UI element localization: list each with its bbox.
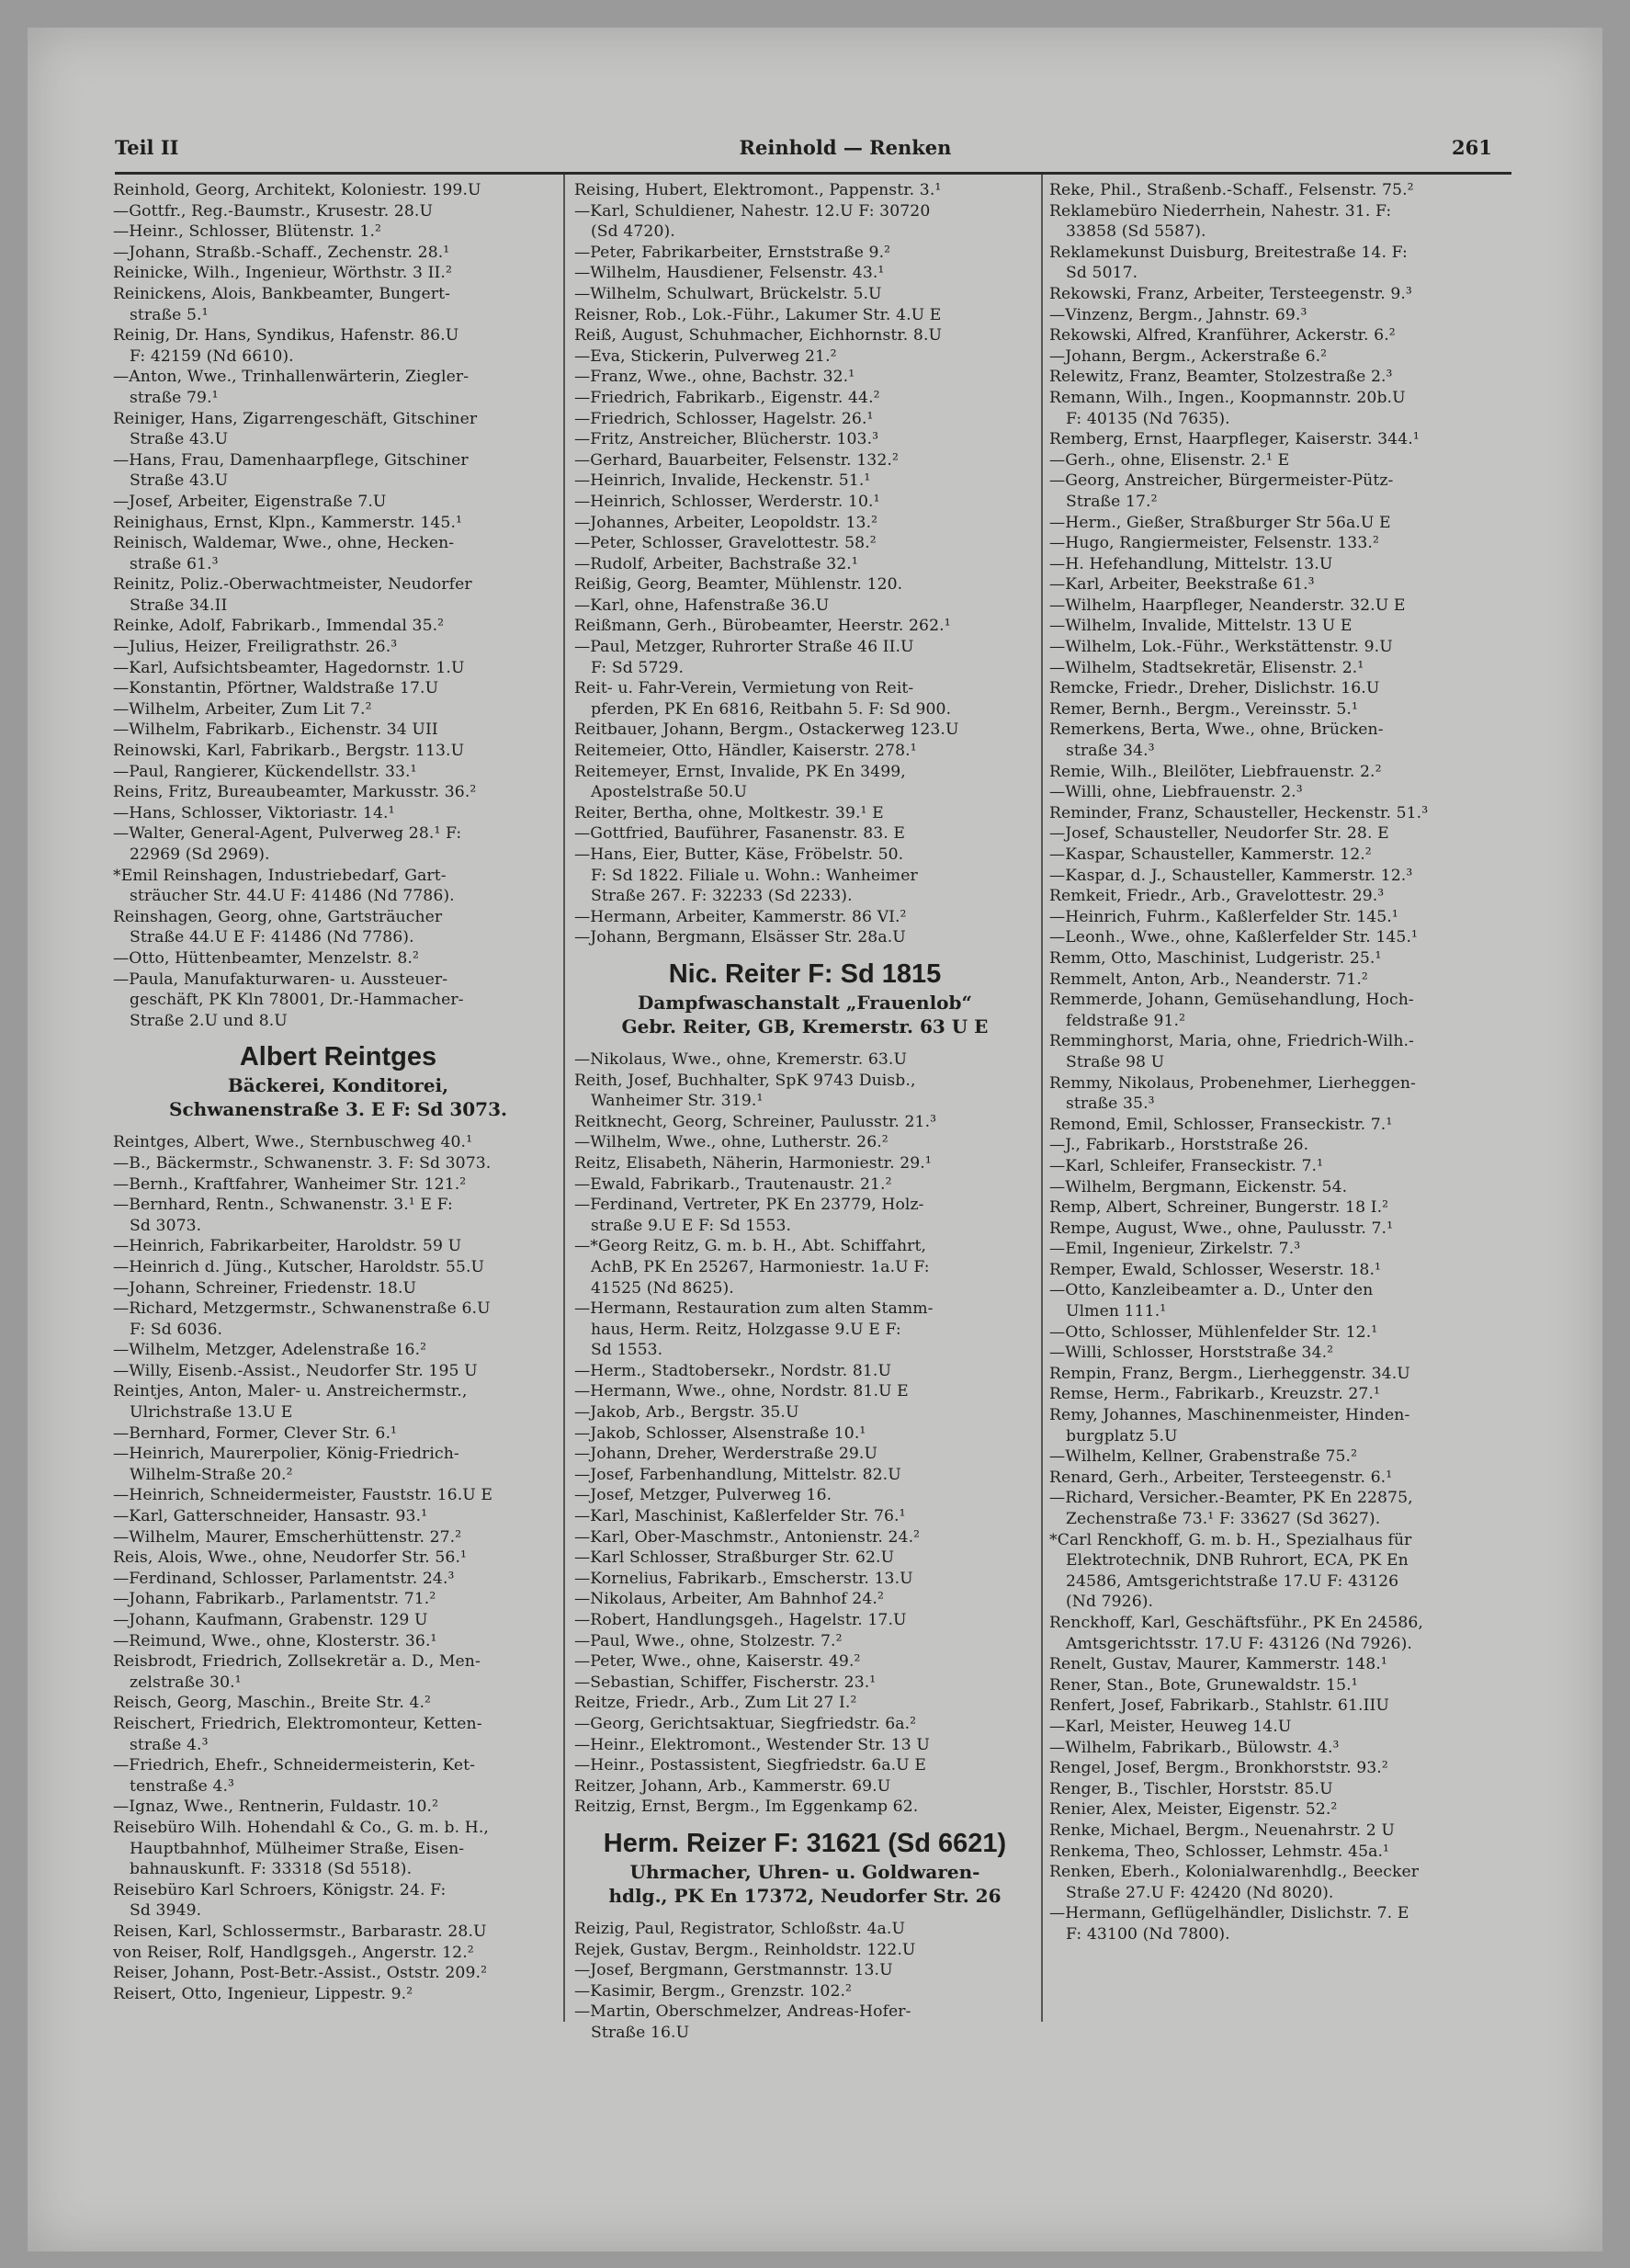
directory-entry-line: —Reimund, Wwe., ohne, Klosterstr. 36.¹	[113, 1631, 437, 1650]
advertisement-line: Gebr. Reiter, GB, Kremerstr. 63 U E	[621, 1015, 989, 1038]
directory-entry-line: Reitemeyer, Ernst, Invalide, PK En 3499,	[574, 762, 906, 781]
directory-entry-line: —Karl Schlosser, Straßburger Str. 62.U	[574, 1548, 895, 1568]
directory-entry-line: Reischert, Friedrich, Elektromonteur, Ketten-	[113, 1714, 482, 1733]
directory-entry-line: —Wilhelm, Metzger, Adelenstraße 16.²	[113, 1341, 427, 1360]
directory-entry-line: —Peter, Wwe., ohne, Kaiserstr. 49.²	[574, 1652, 861, 1672]
directory-entry-line: —Wilhelm, Schulwart, Brückelstr. 5.U	[574, 284, 882, 303]
directory-entry-line: Reinshagen, Georg, ohne, Gartsträucher	[113, 907, 443, 926]
directory-entry-line: —Emil, Ingenieur, Zirkelstr. 7.³	[1049, 1240, 1301, 1259]
directory-entry-line: Renger, B., Tischler, Horststr. 85.U	[1049, 1779, 1333, 1798]
directory-entry-line: —Julius, Heizer, Freiligrathstr. 26.³	[113, 638, 398, 657]
directory-entry-line: Remerkens, Berta, Wwe., ohne, Brücken-	[1049, 720, 1384, 740]
directory-entry-line: Reisbrodt, Friedrich, Zollsekretär a. D., Men-	[113, 1652, 481, 1672]
directory-entry-line: Sd 3073.	[130, 1216, 202, 1235]
directory-entry-line: F: Sd 5729.	[591, 658, 685, 677]
directory-entry-line: Renke, Michael, Bergm., Neuenahrstr. 2 U	[1049, 1820, 1395, 1840]
directory-entry-line: Zechenstraße 73.¹ F: 33627 (Sd 3627).	[1066, 1510, 1381, 1528]
directory-entry-line: —Bernh., Kraftfahrer, Wanheimer Str. 121.²	[113, 1174, 467, 1194]
directory-entry-line: Reiser, Johann, Post-Betr.-Assist., Oststr. 209.²	[113, 1964, 488, 1983]
directory-entry-line: Reis, Alois, Wwe., ohne, Neudorfer Str. 56.¹	[113, 1548, 467, 1568]
directory-entry-line: —Gottfried, Bauführer, Fasanenstr. 83. E	[574, 824, 906, 844]
directory-entry-line: 41525 (Nd 8625).	[591, 1278, 734, 1298]
advertisement-title: Albert Reintges	[239, 1042, 437, 1072]
advertisement-block	[574, 1827, 1036, 1908]
directory-entry-line: straße 4.³	[130, 1735, 209, 1754]
directory-entry-line: Reising, Hubert, Elektromont., Pappenstr. 3.¹	[574, 181, 942, 199]
directory-entry-line: Wanheimer Str. 319.¹	[591, 1092, 764, 1111]
directory-entry-line: tenstraße 4.³	[130, 1776, 235, 1796]
directory-entry-line: —Josef, Metzger, Pulverweg 16.	[574, 1486, 832, 1505]
directory-entry-line: —Heinr., Schlosser, Blütenstr. 1.²	[113, 222, 382, 242]
directory-entry-line: —Heinrich, Invalide, Heckenstr. 51.¹	[574, 471, 871, 491]
directory-entry-line: Ulmen 111.¹	[1066, 1302, 1167, 1321]
directory-entry-line: Renckhoff, Karl, Geschäftsführ., PK En 24586,	[1049, 1613, 1423, 1632]
directory-entry-line: —Karl, Schuldiener, Nahestr. 12.U F: 30720	[574, 201, 931, 221]
directory-entry-line: F: Sd 6036.	[130, 1320, 223, 1339]
directory-entry-line: —Friedrich, Fabrikarb., Eigenstr. 44.²	[574, 388, 880, 407]
directory-entry-line: Straße 16.U	[591, 2023, 690, 2042]
directory-entry-line: —Hans, Schlosser, Viktoriastr. 14.¹	[113, 803, 395, 822]
directory-entry-line: —Gerhard, Bauarbeiter, Felsenstr. 132.²	[574, 450, 899, 470]
directory-entry-line: Remer, Bernh., Bergm., Vereinsstr. 5.¹	[1049, 699, 1358, 719]
directory-entry-line: —Robert, Handlungsgeh., Hagelstr. 17.U	[574, 1611, 907, 1629]
directory-entry-line: Remie, Wilh., Bleilöter, Liebfrauenstr. 2.²	[1049, 762, 1382, 781]
directory-entry-line: sträucher Str. 44.U F: 41486 (Nd 7786).	[130, 887, 455, 906]
advertisement-block	[113, 1040, 563, 1121]
directory-entry-line: Reinig, Dr. Hans, Syndikus, Hafenstr. 86.U	[113, 326, 459, 346]
directory-entry-line: —Franz, Wwe., ohne, Bachstr. 32.¹	[574, 368, 855, 387]
directory-entry-line: geschäft, PK Kln 78001, Dr.-Hammacher-	[130, 991, 464, 1010]
directory-entry-line: Reitemeier, Otto, Händler, Kaiserstr. 278.¹	[574, 742, 917, 761]
directory-entry-line: —Heinrich d. Jüng., Kutscher, Haroldstr. 55.U	[113, 1257, 485, 1276]
directory-entry-line: —Ignaz, Wwe., Rentnerin, Fuldastr. 10.²	[113, 1797, 439, 1817]
directory-entry-line: —Heinrich, Schlosser, Werderstr. 10.¹	[574, 492, 880, 511]
directory-entry-line: Reke, Phil., Straßenb.-Schaff., Felsenstr. 75.²	[1049, 181, 1414, 199]
directory-entry-line: —Wilhelm, Invalide, Mittelstr. 13 U E	[1049, 617, 1353, 636]
directory-entry-line: —Kaspar, d. J., Schausteller, Kammerstr. 12.³	[1049, 866, 1413, 885]
directory-entry-line: —Wilhelm, Hausdiener, Felsenstr. 43.¹	[574, 264, 885, 283]
directory-entry-line: zelstraße 30.¹	[130, 1673, 242, 1692]
directory-entry-line: Sd 5017.	[1066, 264, 1138, 283]
directory-entry-line: —Wilhelm, Haarpfleger, Neanderstr. 32.U E	[1049, 595, 1406, 615]
directory-entry-line: haus, Herm. Reitz, Holzgasse 9.U E F:	[591, 1320, 901, 1339]
directory-entry-line: Remond, Emil, Schlosser, Franseckistr. 7.¹	[1049, 1115, 1393, 1134]
directory-entry-line: AchB, PK En 25267, Harmoniestr. 1a.U F:	[591, 1257, 930, 1276]
directory-entry-line: —Wilhelm, Wwe., ohne, Lutherstr. 26.²	[574, 1133, 889, 1152]
advertisement-line: Schwanenstraße 3. E F: Sd 3073.	[169, 1098, 507, 1121]
directory-entry-line: —Wilhelm, Lok.-Führ., Werkstättenstr. 9.U	[1049, 638, 1393, 657]
header-rule	[115, 172, 1511, 175]
directory-entry-line: Reisert, Otto, Ingenieur, Lippestr. 9.²	[113, 1984, 413, 2003]
directory-entry-line: Reklamebüro Niederrhein, Nahestr. 31. F:	[1049, 201, 1392, 221]
directory-entry-line: —Wilhelm, Stadtsekretär, Elisenstr. 2.¹	[1049, 658, 1364, 677]
directory-entry-line: straße 34.³	[1066, 742, 1155, 761]
directory-entry-line: —B., Bäckermstr., Schwanenstr. 3. F: Sd 3073.	[113, 1153, 492, 1173]
directory-entry-line: —Otto, Kanzleibeamter a. D., Unter den	[1049, 1281, 1374, 1300]
directory-entry-line: Reintges, Albert, Wwe., Sternbuschweg 40.¹	[113, 1133, 473, 1152]
directory-entry-line: Rengel, Josef, Bergm., Bronkhorststr. 93.²	[1049, 1759, 1388, 1778]
directory-entry-line: —Nikolaus, Arbeiter, Am Bahnhof 24.²	[574, 1590, 884, 1609]
directory-entry-line: —Willy, Eisenb.-Assist., Neudorfer Str. 195 U	[113, 1361, 478, 1380]
directory-entry-line: Sd 3949.	[130, 1901, 202, 1921]
directory-entry-line: Hauptbahnhof, Mülheimer Straße, Eisen-	[130, 1839, 465, 1858]
directory-entry-line: —Johann, Kaufmann, Grabenstr. 129 U	[113, 1611, 428, 1629]
directory-entry-line: —Otto, Hüttenbeamter, Menzelstr. 8.²	[113, 948, 419, 968]
directory-entry-line: Reizig, Paul, Registrator, Schloßstr. 4a.U	[574, 1919, 906, 1938]
directory-entry-line: —*Georg Reitz, G. m. b. H., Abt. Schiffahrt,	[574, 1237, 927, 1256]
directory-entry-line: —Willi, ohne, Liebfrauenstr. 2.³	[1049, 783, 1303, 802]
directory-entry-line: —Heinr., Elektromont., Westender Str. 13 U	[574, 1735, 930, 1754]
directory-entry-line: —Eva, Stickerin, Pulverweg 21.²	[574, 346, 837, 366]
directory-entry-line: Renken, Eberh., Kolonialwarenhdlg., Beecker	[1049, 1863, 1420, 1882]
directory-entry-line: —Wilhelm, Arbeiter, Zum Lit 7.²	[113, 699, 372, 719]
directory-entry-line: —Rudolf, Arbeiter, Bachstraße 32.¹	[574, 554, 858, 573]
directory-entry-line: —Wilhelm, Maurer, Emscherhüttenstr. 27.²	[113, 1527, 462, 1547]
directory-entry-line: (Sd 4720).	[591, 222, 675, 242]
directory-entry-line: straße 9.U E F: Sd 1553.	[591, 1216, 792, 1235]
directory-entry-line: —Karl, Schleifer, Franseckistr. 7.¹	[1049, 1156, 1324, 1175]
directory-entry-line: straße 5.¹	[130, 305, 209, 324]
directory-entry-line: —Johann, Schreiner, Friedenstr. 18.U	[113, 1278, 417, 1298]
directory-entry-line: Straße 17.²	[1066, 492, 1158, 511]
directory-entry-line: Sd 1553.	[591, 1341, 663, 1360]
directory-entry-line: —Anton, Wwe., Trinhallenwärterin, Ziegler-	[113, 368, 470, 387]
directory-entry-line: —Paul, Wwe., ohne, Stolzestr. 7.²	[574, 1631, 843, 1650]
directory-entry-line: Renard, Gerh., Arbeiter, Tersteegenstr. 6.¹	[1049, 1468, 1393, 1487]
directory-entry-line: —Friedrich, Schlosser, Hagelstr. 26.¹	[574, 409, 874, 428]
directory-entry-line: 24586, Amtsgerichtstraße 17.U F: 43126	[1066, 1571, 1399, 1591]
directory-entry-line: —Vinzenz, Bergm., Jahnstr. 69.³	[1049, 305, 1307, 324]
running-head: Reinhold — Renken	[739, 136, 952, 159]
directory-entry-line: pferden, PK En 6816, Reitbahn 5. F: Sd 900.	[591, 699, 952, 719]
directory-entry-line: Renier, Alex, Meister, Eigenstr. 52.²	[1049, 1800, 1338, 1820]
directory-entry-line: Reitknecht, Georg, Schreiner, Paulusstr. 21.³	[574, 1112, 937, 1131]
directory-entry-line: —Johann, Dreher, Werderstraße 29.U	[574, 1445, 878, 1464]
directory-entry-line: Remy, Johannes, Maschinenmeister, Hinden-	[1049, 1406, 1410, 1425]
directory-entry-line: —Paul, Rangierer, Kückendellstr. 33.¹	[113, 762, 417, 781]
directory-entry-line: Ulrichstraße 13.U E	[130, 1403, 293, 1423]
directory-entry-line: *Emil Reinshagen, Industriebedarf, Gart-	[113, 866, 447, 885]
directory-entry-line: Renelt, Gustav, Maurer, Kammerstr. 148.¹	[1049, 1655, 1387, 1674]
directory-entry-line: —H. Hefehandlung, Mittelstr. 13.U	[1049, 554, 1333, 573]
directory-entry-line: —Hermann, Arbeiter, Kammerstr. 86 VI.²	[574, 907, 907, 926]
directory-entry-line: Straße 2.U und 8.U	[130, 1011, 288, 1030]
directory-entry-line: Remm, Otto, Maschinist, Ludgeristr. 25.¹	[1049, 948, 1382, 968]
directory-entry-line: —Karl, ohne, Hafenstraße 36.U	[574, 595, 830, 615]
directory-entry-line: *Carl Renckhoff, G. m. b. H., Spezialhaus für	[1049, 1530, 1412, 1549]
directory-entry-line: Reitzer, Johann, Arb., Kammerstr. 69.U	[574, 1776, 891, 1796]
directory-entry-line: —Kaspar, Schausteller, Kammerstr. 12.²	[1049, 845, 1372, 864]
directory-entry-line: Relewitz, Franz, Beamter, Stolzestraße 2.³	[1049, 368, 1393, 387]
directory-entry-line: Remmelt, Anton, Arb., Neanderstr. 71.²	[1049, 970, 1368, 989]
directory-entry-line: Remkeit, Friedr., Arb., Gravelottestr. 29.³	[1049, 887, 1385, 906]
directory-entry-line: Straße 43.U	[130, 471, 229, 491]
directory-entry-line: —Wilhelm, Bergmann, Eickenstr. 54.	[1049, 1177, 1348, 1196]
directory-entry-line: Remp, Albert, Schreiner, Bungerstr. 18 I.²	[1049, 1198, 1389, 1218]
directory-entry-line: —Otto, Schlosser, Mühlenfelder Str. 12.¹	[1049, 1322, 1378, 1342]
directory-entry-line: Reitze, Friedr., Arb., Zum Lit 27 I.²	[574, 1694, 857, 1713]
directory-entry-line: —Bernhard, Rentn., Schwanenstr. 3.¹ E F:	[113, 1196, 453, 1215]
directory-entry-line: Reinighaus, Ernst, Klpn., Kammerstr. 145.¹	[113, 513, 463, 532]
directory-entry-line: —Johann, Bergmann, Elsässer Str. 28a.U	[574, 928, 906, 947]
directory-entry-line: Reith, Josef, Buchhalter, SpK 9743 Duisb.,	[574, 1071, 916, 1090]
directory-entry-line: Renfert, Josef, Fabrikarb., Stahlstr. 61.IIU	[1049, 1696, 1389, 1716]
directory-entry-line: Apostelstraße 50.U	[591, 783, 748, 802]
directory-entry-line: —Karl, Meister, Heuweg 14.U	[1049, 1717, 1292, 1736]
directory-entry-line: —Georg, Anstreicher, Bürgermeister-Pütz-	[1049, 471, 1394, 491]
directory-entry-line: —Johann, Bergm., Ackerstraße 6.²	[1049, 346, 1328, 366]
directory-entry-line: —Martin, Oberschmelzer, Andreas-Hofer-	[574, 2002, 911, 2022]
directory-entry-line: —J., Fabrikarb., Horststraße 26.	[1049, 1136, 1309, 1155]
directory-entry-line: Reisebüro Wilh. Hohendahl & Co., G. m. b. H.,	[113, 1818, 489, 1837]
directory-entry-line: —Hans, Frau, Damenhaarpflege, Gitschiner	[113, 450, 469, 470]
directory-entry-line: Reisch, Georg, Maschin., Breite Str. 4.²	[113, 1694, 432, 1713]
directory-entry-line: —Karl, Gatterschneider, Hansastr. 93.¹	[113, 1507, 428, 1526]
directory-entry-line: —Karl, Arbeiter, Beekstraße 61.³	[1049, 575, 1315, 595]
directory-entry-line: Remcke, Friedr., Dreher, Dislichstr. 16.U	[1049, 679, 1380, 698]
directory-entry-line: Reinowski, Karl, Fabrikarb., Bergstr. 113.U	[113, 742, 465, 761]
directory-entry-line: —Georg, Gerichtsaktuar, Siegfriedstr. 6a.²	[574, 1714, 917, 1733]
directory-entry-line: —Willi, Schlosser, Horststraße 34.²	[1049, 1344, 1334, 1363]
directory-entry-line: —Paul, Metzger, Ruhrorter Straße 46 II.U	[574, 638, 914, 657]
directory-entry-line: —Kornelius, Fabrikarb., Emscherstr. 13.U	[574, 1569, 913, 1588]
directory-entry-line: F: 43100 (Nd 7800).	[1066, 1924, 1230, 1944]
directory-entry-line: —Walter, General-Agent, Pulverweg 28.¹ F:	[113, 824, 462, 844]
advertisement-line: hdlg., PK En 17372, Neudorfer Str. 26	[608, 1884, 1002, 1907]
directory-entry-line: Reklamekunst Duisburg, Breitestraße 14. F:	[1049, 243, 1408, 262]
section-label: Teil II	[115, 136, 179, 159]
directory-entry-line: straße 79.¹	[130, 388, 219, 407]
directory-entry-line: —Richard, Versicher.-Beamter, PK En 22875,	[1049, 1489, 1413, 1508]
directory-entry-line: —Sebastian, Schiffer, Fischerstr. 23.¹	[574, 1673, 877, 1692]
directory-entry-line: —Karl, Ober-Maschmstr., Antonienstr. 24.²	[574, 1527, 921, 1547]
directory-entry-line: —Jakob, Arb., Bergstr. 35.U	[574, 1403, 799, 1423]
directory-entry-line: Rekowski, Alfred, Kranführer, Ackerstr. 6.²	[1049, 326, 1396, 346]
directory-entry-line: Straße 98 U	[1066, 1052, 1165, 1072]
directory-entry-line: —Herm., Gießer, Straßburger Str 56a.U E	[1049, 513, 1391, 532]
directory-entry-line: 22969 (Sd 2969).	[130, 845, 270, 864]
directory-entry-line: Rener, Stan., Bote, Grunewaldstr. 15.¹	[1049, 1675, 1358, 1695]
directory-entry-line: Reinicke, Wilh., Ingenieur, Wörthstr. 3 II.²	[113, 264, 452, 283]
directory-entry-line: Reisen, Karl, Schlossermstr., Barbarastr. 28.U	[113, 1922, 487, 1941]
directory-entry-line: —Friedrich, Ehefr., Schneidermeisterin, Ket-	[113, 1756, 476, 1775]
directory-entry-line: —Nikolaus, Wwe., ohne, Kremerstr. 63.U	[574, 1049, 908, 1069]
directory-entry-line: —Karl, Maschinist, Kaßlerfelder Str. 76.¹	[574, 1507, 906, 1526]
directory-entry-line: —Gottfr., Reg.-Baumstr., Krusestr. 28.U	[113, 201, 434, 221]
directory-entry-line: Straße 43.U	[130, 430, 229, 449]
directory-entry-line: Reiter, Bertha, ohne, Moltkestr. 39.¹ E	[574, 803, 884, 822]
directory-entry-line: —Heinrich, Maurerpolier, König-Friedrich-	[113, 1445, 459, 1464]
directory-entry-line: —Johann, Fabrikarb., Parlamentstr. 71.²	[113, 1590, 436, 1609]
advertisement-line: Bäckerei, Konditorei,	[227, 1074, 449, 1097]
directory-entry-line: —Johann, Straßb.-Schaff., Zechenstr. 28.¹	[113, 243, 450, 262]
directory-entry-line: Reitbauer, Johann, Bergm., Ostackerweg 123.U	[574, 720, 959, 740]
directory-entry-line: Reinisch, Waldemar, Wwe., ohne, Hecken-	[113, 534, 455, 553]
directory-entry-line: Straße 34.II	[130, 595, 228, 615]
directory-entry-line: —Hermann, Geflügelhändler, Dislichstr. 7. E	[1049, 1904, 1409, 1923]
directory-entry-line: Rejek, Gustav, Bergm., Reinholdstr. 122.U	[574, 1940, 916, 1959]
directory-entry-line: —Josef, Schausteller, Neudorfer Str. 28. E	[1049, 824, 1389, 844]
advertisement-line: Uhrmacher, Uhren- u. Goldwaren-	[629, 1860, 980, 1883]
directory-entry-line: F: 40135 (Nd 7635).	[1066, 409, 1230, 428]
directory-entry-line: Straße 27.U F: 42420 (Nd 8020).	[1066, 1883, 1334, 1902]
directory-entry-line: —Wilhelm, Fabrikarb., Eichenstr. 34 UII	[113, 720, 438, 740]
directory-entry-line: Reisebüro Karl Schroers, Königstr. 24. F:	[113, 1880, 447, 1899]
directory-entry-line: Renkema, Theo, Schlosser, Lehmstr. 45a.¹	[1049, 1842, 1390, 1861]
directory-entry-line: Remmerde, Johann, Gemüsehandlung, Hoch-	[1049, 991, 1414, 1010]
advertisement-title: Nic. Reiter F: Sd 1815	[668, 958, 942, 989]
directory-entry-line: Reinke, Adolf, Fabrikarb., Immendal 35.²	[113, 617, 445, 636]
directory-entry-line: Straße 44.U E F: 41486 (Nd 7786).	[130, 928, 414, 947]
directory-entry-line: feldstraße 91.²	[1066, 1011, 1186, 1030]
directory-entry-line: —Josef, Arbeiter, Eigenstraße 7.U	[113, 492, 387, 511]
directory-entry-line: Reisner, Rob., Lok.-Führ., Lakumer Str. 4.U E	[574, 305, 942, 324]
directory-entry-line: —Fritz, Anstreicher, Blücherstr. 103.³	[574, 430, 879, 449]
directory-entry-line: Remse, Herm., Fabrikarb., Kreuzstr. 27.¹	[1049, 1385, 1380, 1404]
directory-entry-line: —Hermann, Restauration zum alten Stamm-	[574, 1299, 934, 1319]
directory-entry-line: Wilhelm-Straße 20.²	[130, 1465, 293, 1484]
directory-entry-line: 33858 (Sd 5587).	[1066, 222, 1206, 242]
directory-entry-line: —Heinrich, Fuhrm., Kaßlerfelder Str. 145.¹	[1049, 907, 1398, 926]
directory-entry-line: —Peter, Schlosser, Gravelottestr. 58.²	[574, 534, 877, 553]
directory-entry-line: straße 35.³	[1066, 1094, 1155, 1114]
directory-entry-line: Remminghorst, Maria, ohne, Friedrich-Wilh.-	[1049, 1032, 1414, 1051]
directory-entry-line: —Paula, Manufakturwaren- u. Aussteuer-	[113, 970, 448, 989]
directory-entry-line: —Karl, Aufsichtsbeamter, Hagedornstr. 1.U	[113, 658, 465, 677]
column-right	[1049, 180, 1511, 1945]
directory-entry-line: straße 61.³	[130, 554, 219, 573]
directory-entry-line: F: Sd 1822. Filiale u. Wohn.: Wanheimer	[591, 866, 918, 885]
column-divider	[1041, 175, 1043, 2022]
directory-entry-line: Reinitz, Poliz.-Oberwachtmeister, Neudorfer	[113, 575, 472, 595]
directory-entry-line: Straße 267. F: 32233 (Sd 2233).	[591, 887, 853, 906]
column-middle	[574, 180, 1036, 2044]
directory-entry-line: —Wilhelm, Fabrikarb., Bülowstr. 4.³	[1049, 1738, 1340, 1757]
directory-entry-line: (Nd 7926).	[1066, 1593, 1154, 1612]
directory-entry-line: —Wilhelm, Kellner, Grabenstraße 75.²	[1049, 1447, 1358, 1467]
directory-entry-line: —Bernhard, Former, Clever Str. 6.¹	[113, 1423, 398, 1443]
directory-entry-line: F: 42159 (Nd 6610).	[130, 346, 294, 366]
directory-entry-line: Reitz, Elisabeth, Näherin, Harmoniestr. 29.¹	[574, 1153, 932, 1173]
directory-page	[28, 28, 1602, 2251]
directory-entry-line: —Hans, Eier, Butter, Käse, Fröbelstr. 50.	[574, 845, 904, 864]
advertisement-line: Dampfwaschanstalt „Frauenlob“	[637, 991, 973, 1014]
directory-entry-line: —Konstantin, Pförtner, Waldstraße 17.U	[113, 679, 439, 698]
directory-entry-line: Remberg, Ernst, Haarpfleger, Kaiserstr. 344.¹	[1049, 430, 1420, 449]
directory-entry-line: —Hermann, Wwe., ohne, Nordstr. 81.U E	[574, 1382, 909, 1401]
directory-entry-line: Remann, Wilh., Ingen., Koopmannstr. 20b.U	[1049, 388, 1406, 407]
directory-entry-line: —Richard, Metzgermstr., Schwanenstraße 6.U	[113, 1299, 491, 1319]
directory-entry-line: burgplatz 5.U	[1066, 1426, 1178, 1446]
directory-entry-line: von Reiser, Rolf, Handlgsgeh., Angerstr. 12.²	[113, 1943, 474, 1962]
directory-entry-line: —Ewald, Fabrikarb., Trautenaustr. 21.²	[574, 1174, 892, 1194]
directory-entry-line: Reißmann, Gerh., Bürobeamter, Heerstr. 262.¹	[574, 617, 951, 636]
directory-entry-line: Reiß, August, Schuhmacher, Eichhornstr. 8.U	[574, 326, 943, 346]
advertisement-title: Herm. Reizer F: 31621 (Sd 6621)	[603, 1828, 1007, 1858]
directory-entry-line: bahnauskunft. F: 33318 (Sd 5518).	[130, 1860, 413, 1879]
advertisement-block	[574, 958, 1036, 1038]
directory-entry-line: —Josef, Farbenhandlung, Mittelstr. 82.U	[574, 1465, 901, 1484]
directory-entry-line: —Heinrich, Fabrikarbeiter, Haroldstr. 59 U	[113, 1237, 462, 1256]
directory-entry-line: Reitzig, Ernst, Bergm., Im Eggenkamp 62.	[574, 1797, 919, 1817]
directory-entry-line: —Gerh., ohne, Elisenstr. 2.¹ E	[1049, 450, 1290, 470]
directory-entry-line: —Kasimir, Bergm., Grenzstr. 102.²	[574, 1981, 853, 2001]
directory-entry-line: Reißig, Georg, Beamter, Mühlenstr. 120.	[574, 575, 903, 595]
directory-entry-line: —Johannes, Arbeiter, Leopoldstr. 13.²	[574, 513, 878, 532]
directory-entry-line: Amtsgerichtsstr. 17.U F: 43126 (Nd 7926).	[1066, 1634, 1412, 1653]
directory-entry-line: —Leonh., Wwe., ohne, Kaßlerfelder Str. 145.¹	[1049, 928, 1419, 947]
directory-entry-line: Reminder, Franz, Schausteller, Heckenstr. 51.³	[1049, 803, 1429, 822]
directory-entry-line: Rempin, Franz, Bergm., Lierheggenstr. 34.U	[1049, 1364, 1410, 1383]
directory-entry-line: Remper, Ewald, Schlosser, Weserstr. 18.¹	[1049, 1260, 1381, 1279]
directory-entry-line: Rempe, August, Wwe., ohne, Paulusstr. 7.¹	[1049, 1219, 1394, 1238]
directory-entry-line: Reinickens, Alois, Bankbeamter, Bungert-	[113, 284, 450, 303]
directory-entry-line: —Herm., Stadtobersekr., Nordstr. 81.U	[574, 1361, 892, 1380]
directory-entry-line: Reinhold, Georg, Architekt, Koloniestr. 199.U	[113, 181, 481, 199]
directory-entry-line: Reiniger, Hans, Zigarrengeschäft, Gitschiner	[113, 409, 478, 428]
directory-entry-line: Elektrotechnik, DNB Ruhrort, ECA, PK En	[1066, 1551, 1409, 1571]
directory-entry-line: —Hugo, Rangiermeister, Felsenstr. 133.²	[1049, 534, 1379, 553]
directory-entry-line: Reit- u. Fahr-Verein, Vermietung von Reit-	[574, 679, 914, 698]
directory-entry-line: Reintjes, Anton, Maler- u. Anstreichermstr.,	[113, 1382, 468, 1401]
directory-entry-line: —Ferdinand, Vertreter, PK En 23779, Holz-	[574, 1196, 924, 1215]
directory-entry-line: —Heinrich, Schneidermeister, Fauststr. 16.U E	[113, 1486, 493, 1505]
directory-entry-line: —Peter, Fabrikarbeiter, Ernststraße 9.²	[574, 243, 891, 262]
column-divider	[563, 175, 565, 2022]
directory-entry-line: Remmy, Nikolaus, Probenehmer, Lierheggen-	[1049, 1073, 1416, 1093]
directory-entry-line: Rekowski, Franz, Arbeiter, Tersteegenstr. 9.³	[1049, 284, 1412, 303]
page-number: 261	[1452, 136, 1492, 159]
directory-entry-line: Reins, Fritz, Bureaubeamter, Markusstr. 36.²	[113, 783, 477, 802]
directory-entry-line: —Ferdinand, Schlosser, Parlamentstr. 24.³	[113, 1569, 455, 1588]
directory-entry-line: —Josef, Bergmann, Gerstmannstr. 13.U	[574, 1961, 893, 1980]
column-left	[113, 180, 563, 2004]
directory-entry-line: —Heinr., Postassistent, Siegfriedstr. 6a.U E	[574, 1756, 926, 1775]
directory-entry-line: —Jakob, Schlosser, Alsenstraße 10.¹	[574, 1423, 866, 1443]
